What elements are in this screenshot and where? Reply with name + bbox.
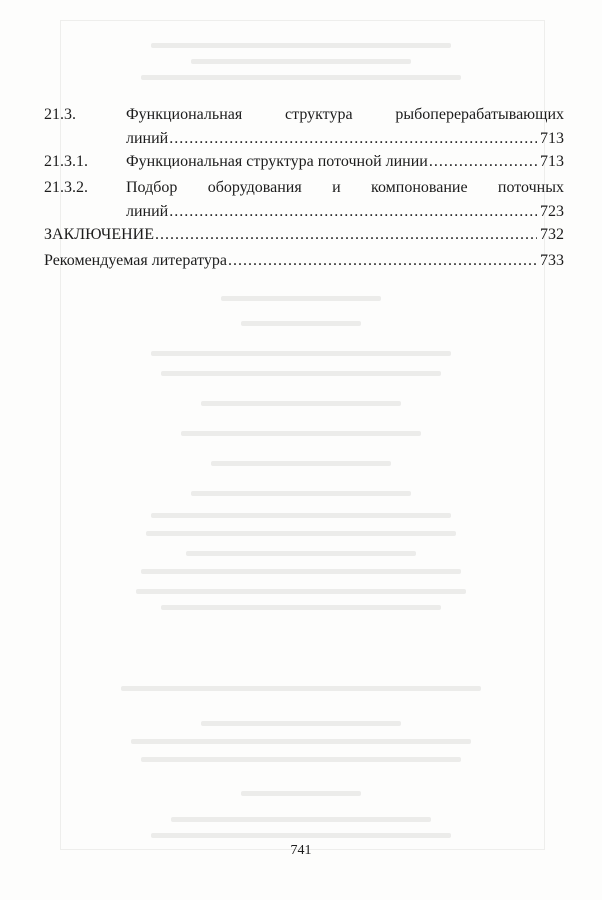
dot-leader (155, 223, 537, 247)
toc-entry-number: 21.3.2. (44, 179, 88, 196)
toc-entry-title-continued: линий (126, 203, 169, 220)
toc-entry-title: Функциональная структура рыбоперерабатывающих (126, 106, 564, 123)
toc-entry-title: Функциональная структура поточной линии (126, 153, 428, 170)
toc-entry-title-continued: линий (126, 130, 169, 147)
dot-leader (228, 249, 537, 273)
dot-leader (169, 200, 537, 224)
toc-entry-page: 723 (540, 203, 564, 220)
dot-leader (169, 127, 537, 151)
toc-entry-number: 21.3. (44, 106, 76, 123)
toc-entry-number: 21.3.1. (44, 153, 88, 170)
toc-entry-title: Подбор оборудования и компонование поточных (126, 179, 564, 196)
page-number: 741 (290, 843, 312, 858)
toc-entry-title: Рекомендуемая литература (44, 252, 227, 269)
toc-entry-page: 713 (540, 153, 564, 170)
toc-entry-page: 733 (540, 252, 564, 269)
toc-entry-page: 732 (540, 226, 564, 243)
toc-entry-page: 713 (540, 130, 564, 147)
toc-entry-title: ЗАКЛЮЧЕНИЕ (44, 226, 154, 243)
dot-leader (429, 150, 537, 174)
